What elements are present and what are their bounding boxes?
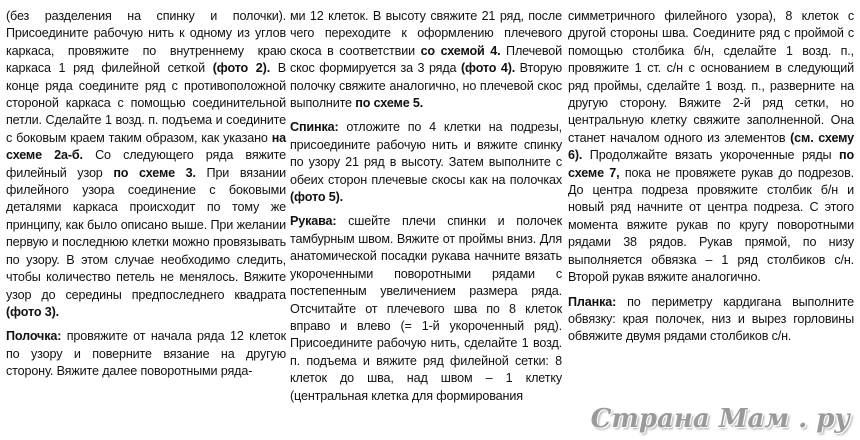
- text-run: (без разделения на спинку и полочки). Присоедините рабочую нить к одному из углов каркаса, провяжите по внутреннему краю каркаса 1 ряд филейной сеткой: [6, 9, 286, 76]
- paragraph-front-panel-cont: [290, 8, 562, 112]
- scheme-ref-4: со схемой 4.: [420, 43, 501, 58]
- scheme-ref-6: (см. схему 6).: [568, 130, 854, 163]
- paragraph-frame-mesh: [6, 8, 286, 321]
- section-heading-back: Спинка:: [290, 120, 339, 135]
- section-heading-front: Полочка:: [6, 329, 62, 344]
- text-run: В конце ряда соедините ряд с противоположной стороной каркаса с помощью соединительной петли. Сделайте 1 возд. п. подъема и соедините с боковым краем таким образом, как указано: [6, 61, 286, 145]
- text-run: по периметру кардигана выполните обвязку: края полочек, низ и вырез горловины обвяжите двумя рядами столбиков с/н.: [568, 294, 854, 344]
- photo-ref-4: (фото 4).: [460, 61, 516, 76]
- photo-ref-5: (фото 5).: [290, 190, 343, 205]
- paragraph-placket: [568, 294, 854, 346]
- text-run: При вязании филейного узора соединение с боковыми деталями каркаса происходит по тому же принципу, как было описано выше. При желании первую и последнюю клетки можно провязывать по узору. В этом случае необходимо следить, чтобы количество петель не менялось. Вяжите узор до середины предпоследнего квадрата: [6, 165, 286, 302]
- photo-ref-2: (фото 2).: [212, 61, 271, 76]
- scheme-ref-2ab: на схеме 2а-б.: [6, 130, 286, 163]
- text-run: провяжите от начала ряда 12 клеток по узору и поверните вязание на другую сторону. Вяжите далее поворотными ряда-: [6, 329, 286, 379]
- text-run: Со следующего ряда вяжите филейный узор: [6, 148, 286, 180]
- paragraph-front-panel: [6, 328, 286, 380]
- photo-ref-3: (фото 3).: [6, 304, 59, 319]
- paragraph-back: [290, 119, 562, 206]
- text-run: симметричного филейного узора), 8 клеток с другой стороны шва. Соедините ряд с проймой с помощью столбика б/н, сделайте 1 возд. п., провяжите 1 ст. с/н с основанием в следующий ряд проймы, сделайте 1 возд. п., разверните на другую сторону. Вяжите 2-й ряд сетки, но центральную клетку свяжите заполненной. Она станет началом одного из элементов: [568, 9, 854, 145]
- paragraph-sleeves: [290, 213, 562, 404]
- section-heading-sleeves: Рукава:: [290, 214, 337, 229]
- text-column-3: [568, 8, 854, 346]
- paragraph-sleeves-cont: [568, 8, 854, 287]
- text-run: Плечевой скос формируется за 3 ряда: [290, 43, 562, 76]
- text-run: Вторую полочку свяжите аналогично, но плечевой скос выполните: [290, 61, 562, 111]
- scheme-ref-5: по схеме 5.: [355, 96, 424, 111]
- text-run: пока не провяжете рукав до подрезов. До центра подреза провяжите столбик б/н и новый ряд начните от центра подреза. С этого момента вяжите рукав по кругу поворотными рядами 38 рядов. Рукав прямой, по низу выполняется обвязка – 1 ряд столбиков с/н. Второй рукав вяжите аналогично.: [568, 165, 854, 285]
- scheme-ref-7: по схеме 7,: [568, 148, 854, 180]
- scheme-ref-3: по схеме 3.: [113, 165, 196, 180]
- text-run: ми 12 клеток. В высоту свяжите 21 ряд, после чего переходите к оформлению плечевого скоса в соответствии: [290, 9, 562, 58]
- section-heading-placket: Планка:: [568, 294, 617, 309]
- text-run: Продолжайте вязать укороченные ряды: [582, 148, 839, 163]
- text-column-2: [290, 8, 562, 405]
- text-column-1: [6, 8, 286, 381]
- text-run: сшейте плечи спинки и полочек тамбурным швом. Вяжите от проймы вниз. Для анатомической посадки рукава начните вязать укороченными поворотными рядами с постепенным увеличением размера ряда. Отсчитайте от плечевого шва по 8 клеток вправо и влево (= 1-й укороченный ряд). Присоедините рабочую нить, сделайте 1 возд. п. подъема и вяжите ряд филейной сетки: 8 клеток до шва, над швом – 1 клетку (центральная клетка для формирования: [290, 214, 562, 403]
- site-watermark: Страна Мам . ру: [590, 404, 850, 434]
- text-run: отложите по 4 клетки на подрезы, присоедините рабочую нить и вяжите спинку по узору 21 ряд в высоту. Затем выполните с обеих сторон плечевые скосы как на полочках: [290, 120, 562, 187]
